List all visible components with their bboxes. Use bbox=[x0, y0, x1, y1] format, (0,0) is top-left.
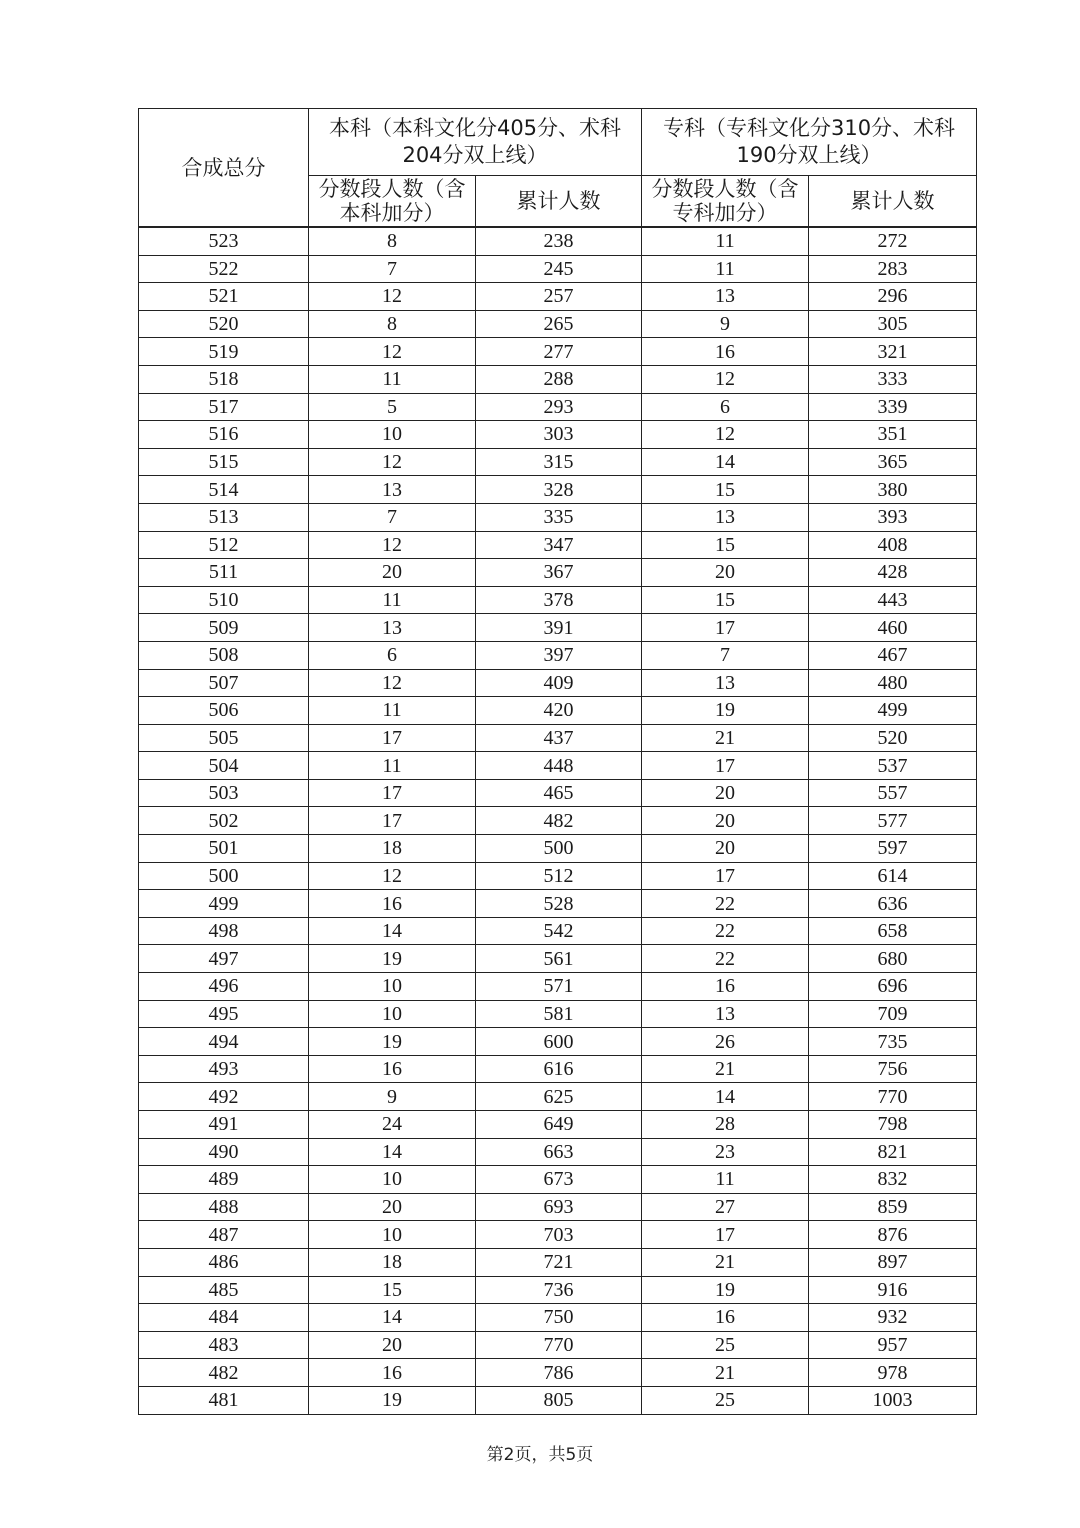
cell-total-score: 486 bbox=[139, 1248, 309, 1276]
cell-total-score: 517 bbox=[139, 393, 309, 421]
cell-undergrad-cumulative: 542 bbox=[476, 917, 642, 945]
cell-junior-segment: 11 bbox=[642, 255, 809, 283]
header-undergrad: 本科（本科文化分405分、术科204分双上线） bbox=[309, 109, 642, 176]
table-row bbox=[139, 1055, 977, 1083]
cell-total-score: 509 bbox=[139, 614, 309, 642]
cell-undergrad-segment: 8 bbox=[309, 227, 476, 255]
cell-junior-segment: 6 bbox=[642, 393, 809, 421]
cell-undergrad-segment: 12 bbox=[309, 448, 476, 476]
table-row bbox=[139, 1166, 977, 1194]
cell-undergrad-segment: 13 bbox=[309, 476, 476, 504]
table-row bbox=[139, 917, 977, 945]
cell-junior-cumulative: 460 bbox=[809, 614, 977, 642]
cell-total-score: 488 bbox=[139, 1193, 309, 1221]
table-row bbox=[139, 1248, 977, 1276]
table-row bbox=[139, 559, 977, 587]
cell-junior-cumulative: 467 bbox=[809, 641, 977, 669]
cell-undergrad-cumulative: 245 bbox=[476, 255, 642, 283]
cell-total-score: 505 bbox=[139, 724, 309, 752]
table-row bbox=[139, 1193, 977, 1221]
cell-undergrad-segment: 13 bbox=[309, 614, 476, 642]
cell-junior-segment: 19 bbox=[642, 697, 809, 725]
cell-total-score: 503 bbox=[139, 779, 309, 807]
cell-total-score: 500 bbox=[139, 862, 309, 890]
cell-undergrad-cumulative: 561 bbox=[476, 945, 642, 973]
cell-junior-cumulative: 770 bbox=[809, 1083, 977, 1111]
cell-undergrad-cumulative: 571 bbox=[476, 973, 642, 1001]
cell-undergrad-cumulative: 315 bbox=[476, 448, 642, 476]
cell-total-score: 518 bbox=[139, 365, 309, 393]
cell-junior-cumulative: 333 bbox=[809, 365, 977, 393]
score-distribution-table bbox=[138, 108, 977, 1415]
header-junior-segment: 分数段人数（含专科加分） bbox=[642, 176, 809, 228]
cell-total-score: 499 bbox=[139, 890, 309, 918]
cell-junior-cumulative: 443 bbox=[809, 586, 977, 614]
cell-undergrad-cumulative: 500 bbox=[476, 835, 642, 863]
table-row bbox=[139, 310, 977, 338]
cell-undergrad-cumulative: 693 bbox=[476, 1193, 642, 1221]
cell-junior-segment: 17 bbox=[642, 1221, 809, 1249]
cell-undergrad-cumulative: 397 bbox=[476, 641, 642, 669]
cell-junior-cumulative: 351 bbox=[809, 421, 977, 449]
cell-junior-segment: 12 bbox=[642, 365, 809, 393]
cell-junior-segment: 16 bbox=[642, 973, 809, 1001]
cell-undergrad-cumulative: 391 bbox=[476, 614, 642, 642]
table-header bbox=[139, 109, 977, 228]
table-row bbox=[139, 1359, 977, 1387]
cell-undergrad-cumulative: 257 bbox=[476, 283, 642, 311]
cell-undergrad-cumulative: 663 bbox=[476, 1138, 642, 1166]
cell-undergrad-cumulative: 277 bbox=[476, 338, 642, 366]
cell-total-score: 491 bbox=[139, 1111, 309, 1139]
cell-total-score: 498 bbox=[139, 917, 309, 945]
cell-junior-cumulative: 428 bbox=[809, 559, 977, 587]
cell-undergrad-segment: 14 bbox=[309, 1138, 476, 1166]
cell-total-score: 514 bbox=[139, 476, 309, 504]
cell-junior-segment: 25 bbox=[642, 1386, 809, 1414]
table-row bbox=[139, 1221, 977, 1249]
cell-junior-cumulative: 365 bbox=[809, 448, 977, 476]
cell-undergrad-cumulative: 482 bbox=[476, 807, 642, 835]
cell-junior-segment: 7 bbox=[642, 641, 809, 669]
table-row bbox=[139, 1386, 977, 1414]
cell-undergrad-cumulative: 750 bbox=[476, 1304, 642, 1332]
cell-undergrad-cumulative: 409 bbox=[476, 669, 642, 697]
table-row bbox=[139, 476, 977, 504]
cell-undergrad-cumulative: 367 bbox=[476, 559, 642, 587]
cell-undergrad-cumulative: 786 bbox=[476, 1359, 642, 1387]
cell-total-score: 513 bbox=[139, 503, 309, 531]
cell-undergrad-segment: 20 bbox=[309, 1193, 476, 1221]
cell-undergrad-segment: 10 bbox=[309, 1166, 476, 1194]
table-row bbox=[139, 752, 977, 780]
cell-total-score: 501 bbox=[139, 835, 309, 863]
table-row bbox=[139, 724, 977, 752]
cell-junior-cumulative: 499 bbox=[809, 697, 977, 725]
cell-undergrad-segment: 12 bbox=[309, 283, 476, 311]
cell-junior-segment: 11 bbox=[642, 227, 809, 255]
cell-junior-segment: 19 bbox=[642, 1276, 809, 1304]
cell-undergrad-cumulative: 616 bbox=[476, 1055, 642, 1083]
table-row bbox=[139, 503, 977, 531]
cell-undergrad-segment: 6 bbox=[309, 641, 476, 669]
cell-undergrad-segment: 19 bbox=[309, 1386, 476, 1414]
cell-junior-segment: 25 bbox=[642, 1331, 809, 1359]
cell-undergrad-segment: 11 bbox=[309, 586, 476, 614]
cell-junior-segment: 13 bbox=[642, 503, 809, 531]
table-row bbox=[139, 421, 977, 449]
cell-junior-cumulative: 696 bbox=[809, 973, 977, 1001]
cell-junior-cumulative: 480 bbox=[809, 669, 977, 697]
cell-undergrad-cumulative: 600 bbox=[476, 1028, 642, 1056]
cell-undergrad-segment: 10 bbox=[309, 421, 476, 449]
cell-undergrad-cumulative: 265 bbox=[476, 310, 642, 338]
cell-undergrad-segment: 10 bbox=[309, 1221, 476, 1249]
table-row bbox=[139, 973, 977, 1001]
cell-junior-segment: 20 bbox=[642, 559, 809, 587]
cell-junior-segment: 13 bbox=[642, 669, 809, 697]
cell-junior-segment: 13 bbox=[642, 1000, 809, 1028]
cell-undergrad-segment: 17 bbox=[309, 779, 476, 807]
cell-junior-cumulative: 897 bbox=[809, 1248, 977, 1276]
cell-junior-segment: 17 bbox=[642, 862, 809, 890]
table-row bbox=[139, 1331, 977, 1359]
cell-undergrad-segment: 14 bbox=[309, 917, 476, 945]
cell-junior-segment: 28 bbox=[642, 1111, 809, 1139]
header-undergrad-segment: 分数段人数（含本科加分） bbox=[309, 176, 476, 228]
table-row bbox=[139, 365, 977, 393]
cell-junior-segment: 9 bbox=[642, 310, 809, 338]
cell-junior-cumulative: 408 bbox=[809, 531, 977, 559]
cell-undergrad-cumulative: 288 bbox=[476, 365, 642, 393]
cell-undergrad-cumulative: 378 bbox=[476, 586, 642, 614]
cell-total-score: 522 bbox=[139, 255, 309, 283]
table-row bbox=[139, 669, 977, 697]
cell-junior-cumulative: 798 bbox=[809, 1111, 977, 1139]
cell-junior-cumulative: 597 bbox=[809, 835, 977, 863]
cell-undergrad-segment: 5 bbox=[309, 393, 476, 421]
table-row bbox=[139, 1000, 977, 1028]
cell-junior-cumulative: 916 bbox=[809, 1276, 977, 1304]
cell-undergrad-cumulative: 328 bbox=[476, 476, 642, 504]
cell-junior-segment: 11 bbox=[642, 1166, 809, 1194]
cell-undergrad-segment: 9 bbox=[309, 1083, 476, 1111]
cell-total-score: 495 bbox=[139, 1000, 309, 1028]
cell-junior-cumulative: 339 bbox=[809, 393, 977, 421]
cell-undergrad-segment: 7 bbox=[309, 503, 476, 531]
cell-junior-cumulative: 876 bbox=[809, 1221, 977, 1249]
cell-junior-segment: 22 bbox=[642, 917, 809, 945]
cell-junior-cumulative: 709 bbox=[809, 1000, 977, 1028]
cell-undergrad-segment: 24 bbox=[309, 1111, 476, 1139]
cell-total-score: 487 bbox=[139, 1221, 309, 1249]
cell-undergrad-cumulative: 721 bbox=[476, 1248, 642, 1276]
cell-total-score: 492 bbox=[139, 1083, 309, 1111]
cell-total-score: 523 bbox=[139, 227, 309, 255]
cell-total-score: 507 bbox=[139, 669, 309, 697]
cell-junior-segment: 21 bbox=[642, 724, 809, 752]
cell-undergrad-cumulative: 581 bbox=[476, 1000, 642, 1028]
cell-junior-cumulative: 957 bbox=[809, 1331, 977, 1359]
cell-total-score: 489 bbox=[139, 1166, 309, 1194]
cell-total-score: 481 bbox=[139, 1386, 309, 1414]
table-row bbox=[139, 1111, 977, 1139]
cell-total-score: 510 bbox=[139, 586, 309, 614]
cell-junior-cumulative: 305 bbox=[809, 310, 977, 338]
cell-undergrad-cumulative: 528 bbox=[476, 890, 642, 918]
cell-undergrad-segment: 18 bbox=[309, 1248, 476, 1276]
cell-total-score: 494 bbox=[139, 1028, 309, 1056]
table-row bbox=[139, 641, 977, 669]
cell-undergrad-segment: 12 bbox=[309, 338, 476, 366]
cell-undergrad-cumulative: 437 bbox=[476, 724, 642, 752]
cell-undergrad-segment: 12 bbox=[309, 669, 476, 697]
cell-undergrad-cumulative: 673 bbox=[476, 1166, 642, 1194]
cell-junior-segment: 17 bbox=[642, 752, 809, 780]
cell-total-score: 508 bbox=[139, 641, 309, 669]
table-row bbox=[139, 1083, 977, 1111]
table-row bbox=[139, 807, 977, 835]
cell-undergrad-cumulative: 335 bbox=[476, 503, 642, 531]
cell-junior-cumulative: 978 bbox=[809, 1359, 977, 1387]
cell-junior-cumulative: 614 bbox=[809, 862, 977, 890]
cell-undergrad-cumulative: 347 bbox=[476, 531, 642, 559]
cell-undergrad-segment: 20 bbox=[309, 559, 476, 587]
table-row bbox=[139, 1028, 977, 1056]
table-row bbox=[139, 338, 977, 366]
cell-junior-segment: 16 bbox=[642, 1304, 809, 1332]
table-row bbox=[139, 531, 977, 559]
cell-junior-segment: 26 bbox=[642, 1028, 809, 1056]
table-row bbox=[139, 448, 977, 476]
cell-junior-cumulative: 680 bbox=[809, 945, 977, 973]
table-row bbox=[139, 614, 977, 642]
cell-junior-cumulative: 557 bbox=[809, 779, 977, 807]
cell-junior-cumulative: 393 bbox=[809, 503, 977, 531]
cell-undergrad-segment: 18 bbox=[309, 835, 476, 863]
cell-undergrad-segment: 15 bbox=[309, 1276, 476, 1304]
cell-junior-cumulative: 520 bbox=[809, 724, 977, 752]
table-row bbox=[139, 890, 977, 918]
header-junior-cumulative: 累计人数 bbox=[809, 176, 977, 228]
cell-junior-segment: 20 bbox=[642, 807, 809, 835]
cell-junior-cumulative: 296 bbox=[809, 283, 977, 311]
cell-junior-cumulative: 380 bbox=[809, 476, 977, 504]
cell-undergrad-segment: 10 bbox=[309, 973, 476, 1001]
cell-undergrad-cumulative: 293 bbox=[476, 393, 642, 421]
cell-total-score: 484 bbox=[139, 1304, 309, 1332]
cell-undergrad-segment: 20 bbox=[309, 1331, 476, 1359]
cell-undergrad-cumulative: 512 bbox=[476, 862, 642, 890]
cell-undergrad-segment: 19 bbox=[309, 945, 476, 973]
table-row bbox=[139, 283, 977, 311]
cell-junior-cumulative: 636 bbox=[809, 890, 977, 918]
cell-total-score: 521 bbox=[139, 283, 309, 311]
cell-undergrad-cumulative: 448 bbox=[476, 752, 642, 780]
cell-total-score: 485 bbox=[139, 1276, 309, 1304]
cell-undergrad-cumulative: 303 bbox=[476, 421, 642, 449]
cell-undergrad-cumulative: 770 bbox=[476, 1331, 642, 1359]
cell-junior-segment: 21 bbox=[642, 1055, 809, 1083]
header-total-score: 合成总分 bbox=[139, 109, 309, 228]
table-row bbox=[139, 393, 977, 421]
cell-junior-cumulative: 821 bbox=[809, 1138, 977, 1166]
cell-junior-segment: 14 bbox=[642, 448, 809, 476]
table-row bbox=[139, 1138, 977, 1166]
cell-junior-cumulative: 577 bbox=[809, 807, 977, 835]
cell-undergrad-segment: 11 bbox=[309, 752, 476, 780]
table-row bbox=[139, 1276, 977, 1304]
cell-junior-segment: 15 bbox=[642, 476, 809, 504]
cell-junior-segment: 13 bbox=[642, 283, 809, 311]
cell-junior-segment: 20 bbox=[642, 779, 809, 807]
cell-junior-segment: 15 bbox=[642, 586, 809, 614]
cell-undergrad-cumulative: 238 bbox=[476, 227, 642, 255]
table-row bbox=[139, 779, 977, 807]
cell-total-score: 502 bbox=[139, 807, 309, 835]
cell-undergrad-cumulative: 703 bbox=[476, 1221, 642, 1249]
header-undergrad-cumulative: 累计人数 bbox=[476, 176, 642, 228]
cell-undergrad-segment: 16 bbox=[309, 890, 476, 918]
header-junior: 专科（专科文化分310分、术科190分双上线） bbox=[642, 109, 977, 176]
cell-total-score: 516 bbox=[139, 421, 309, 449]
cell-undergrad-cumulative: 625 bbox=[476, 1083, 642, 1111]
cell-total-score: 490 bbox=[139, 1138, 309, 1166]
cell-undergrad-segment: 10 bbox=[309, 1000, 476, 1028]
cell-junior-segment: 21 bbox=[642, 1248, 809, 1276]
cell-undergrad-segment: 16 bbox=[309, 1055, 476, 1083]
cell-total-score: 496 bbox=[139, 973, 309, 1001]
cell-total-score: 515 bbox=[139, 448, 309, 476]
cell-undergrad-cumulative: 805 bbox=[476, 1386, 642, 1414]
cell-junior-segment: 21 bbox=[642, 1359, 809, 1387]
cell-undergrad-cumulative: 420 bbox=[476, 697, 642, 725]
cell-junior-segment: 17 bbox=[642, 614, 809, 642]
table-row bbox=[139, 835, 977, 863]
cell-undergrad-segment: 17 bbox=[309, 807, 476, 835]
table-row bbox=[139, 862, 977, 890]
cell-junior-segment: 12 bbox=[642, 421, 809, 449]
cell-junior-segment: 20 bbox=[642, 835, 809, 863]
cell-junior-cumulative: 859 bbox=[809, 1193, 977, 1221]
cell-junior-cumulative: 537 bbox=[809, 752, 977, 780]
cell-undergrad-segment: 7 bbox=[309, 255, 476, 283]
page-footer: 第2页，共5页 bbox=[486, 1445, 594, 1465]
table-row bbox=[139, 586, 977, 614]
cell-undergrad-segment: 17 bbox=[309, 724, 476, 752]
table-row bbox=[139, 945, 977, 973]
cell-junior-cumulative: 321 bbox=[809, 338, 977, 366]
cell-total-score: 497 bbox=[139, 945, 309, 973]
table-row bbox=[139, 1304, 977, 1332]
cell-total-score: 512 bbox=[139, 531, 309, 559]
cell-undergrad-cumulative: 736 bbox=[476, 1276, 642, 1304]
table-body bbox=[139, 227, 977, 1414]
cell-undergrad-segment: 12 bbox=[309, 531, 476, 559]
cell-undergrad-segment: 11 bbox=[309, 365, 476, 393]
cell-undergrad-segment: 14 bbox=[309, 1304, 476, 1332]
cell-junior-segment: 22 bbox=[642, 890, 809, 918]
cell-total-score: 483 bbox=[139, 1331, 309, 1359]
cell-total-score: 520 bbox=[139, 310, 309, 338]
cell-junior-cumulative: 1003 bbox=[809, 1386, 977, 1414]
cell-total-score: 519 bbox=[139, 338, 309, 366]
cell-junior-segment: 15 bbox=[642, 531, 809, 559]
cell-total-score: 504 bbox=[139, 752, 309, 780]
cell-total-score: 506 bbox=[139, 697, 309, 725]
cell-junior-cumulative: 658 bbox=[809, 917, 977, 945]
cell-junior-segment: 14 bbox=[642, 1083, 809, 1111]
cell-junior-segment: 23 bbox=[642, 1138, 809, 1166]
cell-undergrad-segment: 11 bbox=[309, 697, 476, 725]
cell-junior-segment: 16 bbox=[642, 338, 809, 366]
table-row bbox=[139, 227, 977, 255]
cell-junior-cumulative: 735 bbox=[809, 1028, 977, 1056]
cell-junior-cumulative: 756 bbox=[809, 1055, 977, 1083]
cell-junior-cumulative: 272 bbox=[809, 227, 977, 255]
cell-total-score: 493 bbox=[139, 1055, 309, 1083]
cell-undergrad-cumulative: 465 bbox=[476, 779, 642, 807]
cell-junior-segment: 22 bbox=[642, 945, 809, 973]
cell-total-score: 482 bbox=[139, 1359, 309, 1387]
cell-undergrad-segment: 8 bbox=[309, 310, 476, 338]
cell-undergrad-segment: 19 bbox=[309, 1028, 476, 1056]
cell-total-score: 511 bbox=[139, 559, 309, 587]
cell-undergrad-segment: 16 bbox=[309, 1359, 476, 1387]
cell-junior-segment: 27 bbox=[642, 1193, 809, 1221]
table-row bbox=[139, 255, 977, 283]
cell-junior-cumulative: 932 bbox=[809, 1304, 977, 1332]
table-row bbox=[139, 697, 977, 725]
cell-junior-cumulative: 283 bbox=[809, 255, 977, 283]
cell-undergrad-cumulative: 649 bbox=[476, 1111, 642, 1139]
cell-junior-cumulative: 832 bbox=[809, 1166, 977, 1194]
cell-undergrad-segment: 12 bbox=[309, 862, 476, 890]
